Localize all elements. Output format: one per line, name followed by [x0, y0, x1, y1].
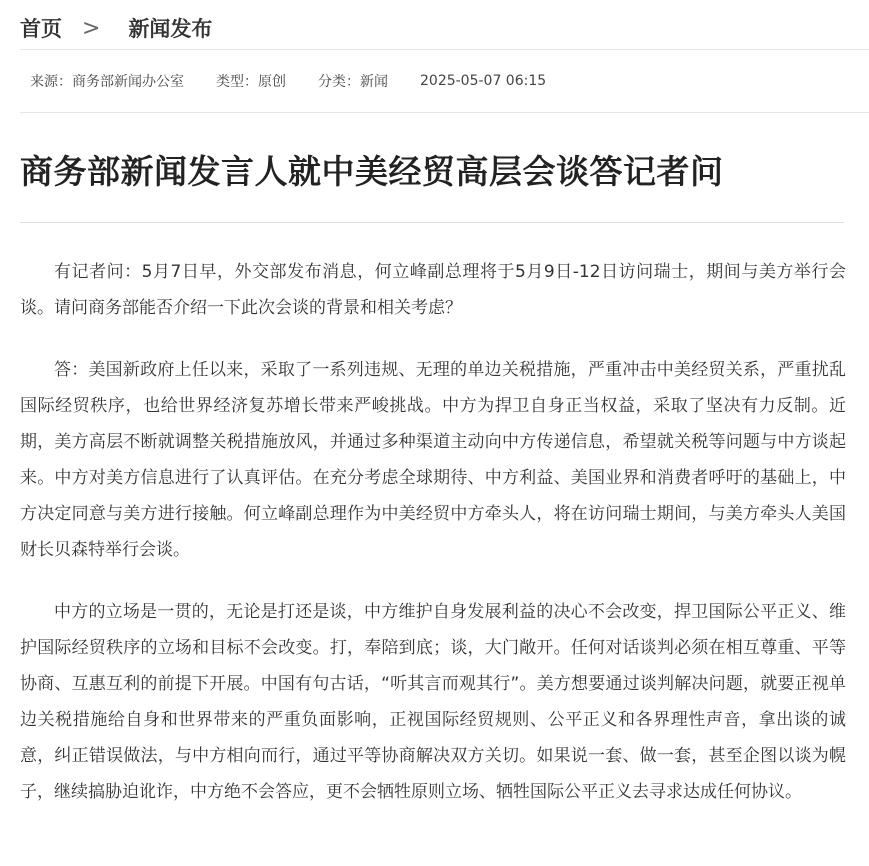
chevron-right-icon: >: [82, 15, 101, 41]
meta-datetime: 2025-05-07 06:15: [420, 73, 547, 89]
meta-category: 分类：新闻: [318, 74, 388, 90]
divider: [20, 49, 869, 50]
article-paragraph: 有记者问：5月7日早，外交部发布消息，何立峰副总理将于5月9日-12日访问瑞士，期间与美方举行会谈。请问商务部能否介绍一下此次会谈的背景和相关考虑？: [20, 262, 846, 318]
article-paragraph: 中方的立场是一贯的，无论是打还是谈，中方维护自身发展利益的决心不会改变，捍卫国际公平正义、维护国际经贸秩序的立场和目标不会改变。打，奉陪到底；谈，大门敞开。任何对话谈判必须在相互尊重、平等协商、互惠互利的前提下开展。中国有句古话，“听其言而观其行”。美方想要通过谈判解决问题，就要正视单边关税措施给自身和世界带来的严重负面影响，正视国际经贸规则、公平正义和各界理性声音，拿出谈的诚意，纠正错误做法，与中方相向而行，通过平等协商解决双方关切。如果说一套、做一套，甚至企图以谈为幌子，继续搞胁迫讹诈，中方绝不会答应，更不会牺牲原则立场、牺牲国际公平正义去寻求达成任何协议。: [20, 602, 846, 802]
divider: [20, 112, 869, 113]
article-paragraph: 答：美国新政府上任以来，采取了一系列违规、无理的单边关税措施，严重冲击中美经贸关系，严重扰乱国际经贸秩序，也给世界经济复苏增长带来严峻挑战。中方为捍卫自身正当权益，采取了坚决有力反制。近期，美方高层不断就调整关税措施放风，并通过多种渠道主动向中方传递信息，希望就关税等问题与中方谈起来。中方对美方信息进行了认真评估。在充分考虑全球期待、中方利益、美国业界和消费者呼吁的基础上，中方决定同意与美方进行接触。何立峰副总理作为中美经贸中方牵头人，将在访问瑞士期间，与美方牵头人美国财长贝森特举行会谈。: [20, 360, 846, 560]
divider: [20, 222, 844, 223]
meta-type: 类型：原创: [216, 74, 286, 90]
article-title: 商务部新闻发言人就中美经贸高层会谈答记者问: [20, 152, 724, 191]
meta-source: 来源：商务部新闻办公室: [30, 74, 184, 90]
article-body: [20, 254, 846, 836]
breadcrumb: [20, 12, 212, 44]
article-meta: [30, 70, 578, 92]
breadcrumb-home-link[interactable]: 首页: [20, 17, 62, 41]
breadcrumb-current[interactable]: 新闻发布: [128, 17, 213, 41]
